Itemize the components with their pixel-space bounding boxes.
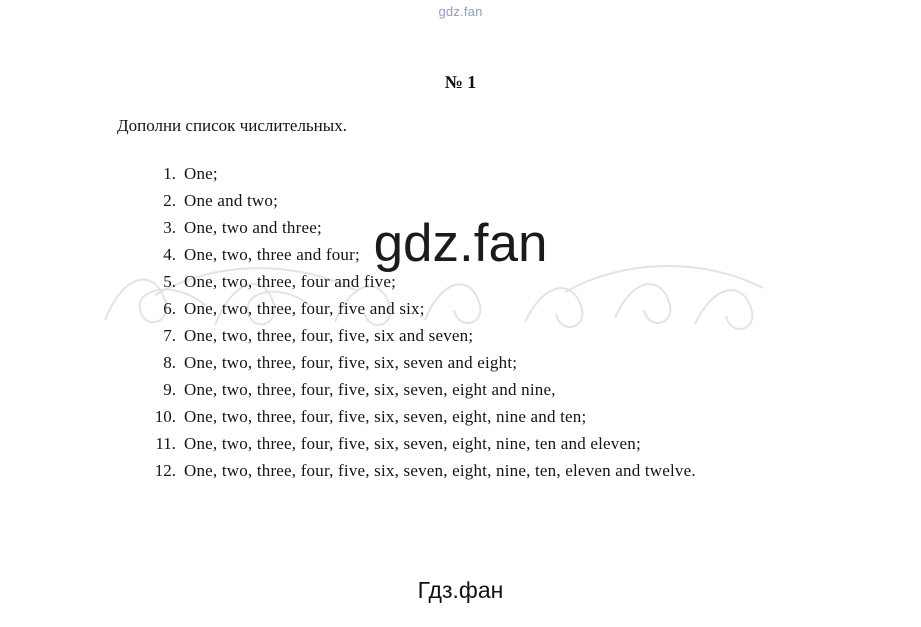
numerals-answer-list [146,160,866,484]
list-item [146,376,866,403]
list-item [146,241,866,268]
list-item-number: 2. [163,191,176,210]
top-watermark: gdz.fan [438,4,483,19]
list-item-number: 1. [163,164,176,183]
list-item-number: 12. [154,461,176,480]
list-item-text: One; [184,164,218,183]
list-item-number: 7. [163,326,176,345]
list-item-number: 6. [163,299,176,318]
list-item-text: One, two, three, four, five, six, seven, eight, nine, ten and eleven; [184,434,641,453]
list-item-number: 9. [163,380,176,399]
list-item [146,322,866,349]
list-item [146,187,866,214]
list-item-text: One, two, three, four, five and six; [184,299,425,318]
list-item-number: 11. [155,434,176,453]
list-item-text: One, two, three, four, five, six and seven; [184,326,474,345]
list-item [146,160,866,187]
list-item-text: One and two; [184,191,278,210]
list-item [146,457,866,484]
list-item [146,268,866,295]
list-item-text: One, two, three, four, five, six, seven, eight, nine, ten, eleven and twelve. [184,461,696,480]
list-item-number: 3. [163,218,176,237]
bottom-watermark: Гдз.фан [417,577,504,603]
task-instruction: Дополни список числительных. [117,116,347,135]
list-item-number: 10. [154,407,176,426]
list-item-number: 4. [163,245,176,264]
list-item [146,430,866,457]
list-item-text: One, two and three; [184,218,322,237]
list-item-text: One, two, three, four and five; [184,272,397,291]
center-watermark: gdz.fan [373,214,548,273]
list-item [146,295,866,322]
list-item-text: One, two, three, four, five, six, seven, eight and nine, [184,380,556,399]
list-item [146,403,866,430]
task-number: № 1 [444,72,477,92]
list-item-text: One, two, three and four; [184,245,360,264]
list-item-text: One, two, three, four, five, six, seven, eight, nine and ten; [184,407,587,426]
list-item [146,349,866,376]
list-item [146,214,866,241]
list-item-text: One, two, three, four, five, six, seven and eight; [184,353,518,372]
list-item-number: 5. [163,272,176,291]
list-item-number: 8. [163,353,176,372]
